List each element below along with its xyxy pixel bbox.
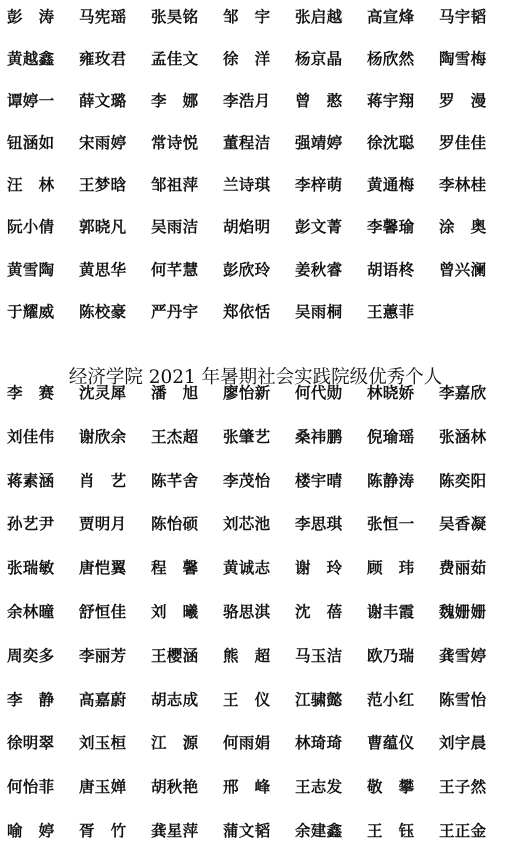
person-name: 唐玉婵 bbox=[79, 777, 127, 797]
person-name: 彭 涛 bbox=[7, 7, 55, 26]
person-name: 何怡菲 bbox=[7, 777, 55, 797]
person-name: 王志发 bbox=[295, 777, 343, 797]
person-name: 魏姗姗 bbox=[439, 601, 487, 621]
person-name: 王樱涵 bbox=[151, 645, 199, 665]
person-name: 李丽芳 bbox=[79, 645, 127, 665]
person-name: 陈校豪 bbox=[79, 301, 127, 321]
person-name: 严丹宇 bbox=[151, 301, 199, 321]
person-name: 李浩月 bbox=[223, 91, 271, 111]
person-name: 黄诚志 bbox=[223, 558, 271, 578]
person-name: 罗 漫 bbox=[439, 91, 487, 111]
person-name: 吴雨桐 bbox=[295, 301, 343, 321]
person-name: 王杰超 bbox=[151, 426, 199, 446]
person-name: 彭文菁 bbox=[295, 217, 343, 237]
person-name: 肖 艺 bbox=[79, 470, 127, 490]
person-name: 李 娜 bbox=[151, 91, 199, 111]
person-name: 强靖婷 bbox=[295, 133, 343, 153]
person-name: 周奕多 bbox=[7, 645, 55, 665]
person-name: 顾 玮 bbox=[367, 558, 415, 578]
person-name: 张启越 bbox=[295, 7, 343, 26]
person-name: 黄雪陶 bbox=[7, 259, 55, 279]
person-name: 马宪瑶 bbox=[79, 7, 127, 26]
person-name: 王梦晗 bbox=[79, 175, 127, 195]
person-name: 熊 超 bbox=[223, 645, 271, 665]
person-name: 李 静 bbox=[7, 689, 55, 709]
name-list-top bbox=[7, 5, 511, 342]
person-name: 马宇韬 bbox=[439, 7, 487, 26]
person-name: 吴香凝 bbox=[439, 514, 487, 534]
person-name: 李 赛 bbox=[7, 383, 55, 402]
person-name: 兰诗琪 bbox=[223, 175, 271, 195]
person-name: 曾 憨 bbox=[295, 91, 343, 111]
person-name: 贾明月 bbox=[79, 514, 127, 534]
person-name: 涂 奥 bbox=[439, 217, 487, 237]
person-name: 董程洁 bbox=[223, 133, 271, 153]
person-name: 徐 洋 bbox=[223, 49, 271, 69]
person-name: 薛文璐 bbox=[79, 91, 127, 111]
person-name: 范小红 bbox=[367, 689, 415, 709]
person-name: 刘玉桓 bbox=[79, 733, 127, 753]
person-name: 邢 峰 bbox=[223, 777, 271, 797]
person-name: 楼宇晴 bbox=[295, 470, 343, 490]
person-name: 徐明翠 bbox=[7, 733, 55, 753]
person-name: 林琦琦 bbox=[295, 733, 343, 753]
person-name: 江骕懿 bbox=[295, 689, 343, 709]
person-name: 程 馨 bbox=[151, 558, 199, 578]
person-name: 舒恒佳 bbox=[79, 601, 127, 621]
person-name: 胡秋艳 bbox=[151, 777, 199, 797]
person-name: 杨欣然 bbox=[367, 49, 415, 69]
person-name: 陈芊舍 bbox=[151, 470, 199, 490]
person-name: 杨京晶 bbox=[295, 49, 343, 69]
person-name: 陈静涛 bbox=[367, 470, 415, 490]
person-name: 李嘉欣 bbox=[439, 383, 487, 402]
person-name: 刘芯池 bbox=[223, 514, 271, 534]
person-name: 刘宇晨 bbox=[439, 733, 487, 753]
person-name: 蒋素涵 bbox=[7, 470, 55, 490]
person-name: 邹祖萍 bbox=[151, 175, 199, 195]
name-list-outstanding-individuals bbox=[7, 381, 511, 863]
person-name: 宋雨婷 bbox=[79, 133, 127, 153]
section-heading: 经济学院 2021 年暑期社会实践院级优秀个人 bbox=[68, 367, 443, 389]
person-name: 李茂怡 bbox=[223, 470, 271, 490]
person-name: 常诗悦 bbox=[151, 133, 199, 153]
person-name: 曾兴澜 bbox=[439, 259, 487, 279]
person-name: 沈 蓓 bbox=[295, 601, 343, 621]
person-name: 谢丰霞 bbox=[367, 601, 415, 621]
person-name: 谢 玲 bbox=[295, 558, 343, 578]
person-name: 龚星萍 bbox=[151, 820, 199, 840]
person-name: 彭欣玲 bbox=[223, 259, 271, 279]
person-name: 邹 宇 bbox=[223, 7, 271, 26]
person-name: 黄思华 bbox=[79, 259, 127, 279]
person-name: 何代勋 bbox=[295, 383, 343, 402]
person-name: 胡志成 bbox=[151, 689, 199, 709]
person-name: 龚雪婷 bbox=[439, 645, 487, 665]
person-name: 江 源 bbox=[151, 733, 199, 753]
person-name: 陈奕阳 bbox=[439, 470, 487, 490]
person-name: 钮涵如 bbox=[7, 133, 55, 153]
person-name: 孙艺尹 bbox=[7, 514, 55, 534]
person-name: 骆思淇 bbox=[223, 601, 271, 621]
person-name: 何雨娟 bbox=[223, 733, 271, 753]
person-name: 于耀威 bbox=[7, 301, 55, 321]
person-name: 王子然 bbox=[439, 777, 487, 797]
person-name: 蒲文韬 bbox=[223, 820, 271, 840]
person-name: 何芊慧 bbox=[151, 259, 199, 279]
person-name: 高宣烽 bbox=[367, 7, 415, 26]
person-name: 张肇艺 bbox=[223, 426, 271, 446]
person-name: 汪 林 bbox=[7, 175, 55, 195]
person-name: 敬 攀 bbox=[367, 777, 415, 797]
person-name: 喻 婷 bbox=[7, 820, 55, 840]
person-name: 阮小倩 bbox=[7, 217, 55, 237]
person-name: 桑祎鹏 bbox=[295, 426, 343, 446]
person-name: 罗佳佳 bbox=[439, 133, 487, 153]
person-name: 姜秋睿 bbox=[295, 259, 343, 279]
person-name: 欧乃瑞 bbox=[367, 645, 415, 665]
person-name: 沈灵犀 bbox=[79, 383, 127, 402]
person-name: 刘佳伟 bbox=[7, 426, 55, 446]
person-name: 胡语柊 bbox=[367, 259, 415, 279]
person-name: 王 仪 bbox=[223, 689, 271, 709]
person-name: 余林曈 bbox=[7, 601, 55, 621]
person-name: 黄通梅 bbox=[367, 175, 415, 195]
person-name: 胡焰明 bbox=[223, 217, 271, 237]
person-name: 李馨瑜 bbox=[367, 217, 415, 237]
person-name: 费丽茹 bbox=[439, 558, 487, 578]
person-name: 胥 竹 bbox=[79, 820, 127, 840]
person-name: 谭婷一 bbox=[7, 91, 55, 111]
person-name: 郭晓凡 bbox=[79, 217, 127, 237]
person-name: 曹蕴仪 bbox=[367, 733, 415, 753]
person-name: 余建鑫 bbox=[295, 820, 343, 840]
person-name: 吴雨洁 bbox=[151, 217, 199, 237]
person-name: 谢欣余 bbox=[79, 426, 127, 446]
person-name: 张涵林 bbox=[439, 426, 487, 446]
person-name: 潘 旭 bbox=[151, 383, 199, 402]
person-name: 李梓萌 bbox=[295, 175, 343, 195]
person-name: 刘 曦 bbox=[151, 601, 199, 621]
person-name: 张昊铭 bbox=[151, 7, 199, 26]
person-name: 高嘉蔚 bbox=[79, 689, 127, 709]
person-name: 陶雪梅 bbox=[439, 49, 487, 69]
person-name: 廖怡新 bbox=[223, 383, 271, 402]
person-name: 黄越鑫 bbox=[7, 49, 55, 69]
person-name: 倪瑜瑶 bbox=[367, 426, 415, 446]
person-name: 张瑞敏 bbox=[7, 558, 55, 578]
person-name: 李林桂 bbox=[439, 175, 487, 195]
person-name: 唐恺翼 bbox=[79, 558, 127, 578]
person-name: 马玉洁 bbox=[295, 645, 343, 665]
person-name: 张恒一 bbox=[367, 514, 415, 534]
person-name: 蒋宇翔 bbox=[367, 91, 415, 111]
person-name: 王蕙菲 bbox=[367, 301, 415, 321]
person-name: 孟佳文 bbox=[151, 49, 199, 69]
person-name: 王 钰 bbox=[367, 820, 415, 840]
person-name: 李思琪 bbox=[295, 514, 343, 534]
person-name: 林晓娇 bbox=[367, 383, 415, 402]
person-name: 郑依恬 bbox=[223, 301, 271, 321]
person-name: 王正金 bbox=[439, 820, 487, 840]
person-name: 陈怡硕 bbox=[151, 514, 199, 534]
person-name: 雍玫君 bbox=[79, 49, 127, 69]
person-name: 徐沈聪 bbox=[367, 133, 415, 153]
person-name: 陈雪怡 bbox=[439, 689, 487, 709]
